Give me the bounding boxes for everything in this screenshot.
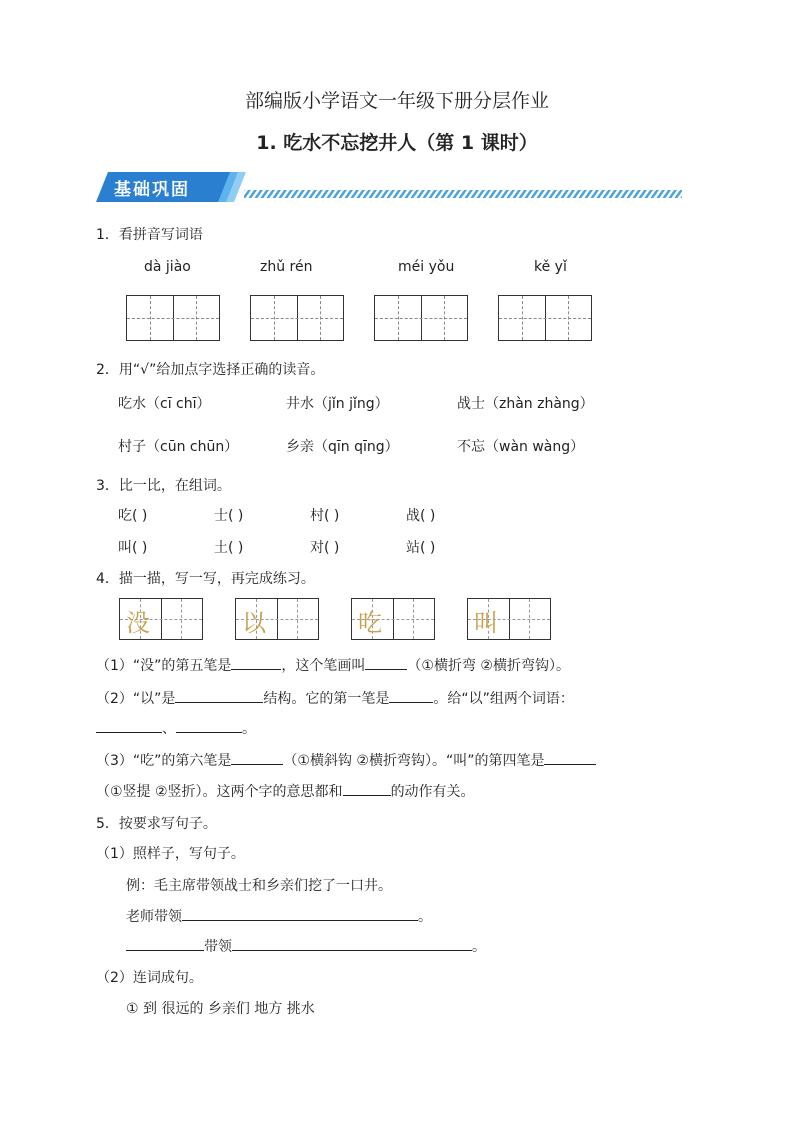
q2-title: 2．用“√”给加点字选择正确的读音。 xyxy=(96,362,325,378)
q4-sub2-end: 。 xyxy=(242,721,256,737)
q4-sub2-text-a: （2）“以”是 xyxy=(96,691,176,707)
q4-sub2 xyxy=(96,688,574,708)
q4-sub3-blank-3[interactable] xyxy=(343,781,391,796)
q4-sub2-sep: 、 xyxy=(162,721,176,737)
q4-trace-box-4[interactable] xyxy=(467,598,551,640)
q1-pinyin-2: zhǔ rén xyxy=(260,259,313,275)
q4-sub1 xyxy=(96,655,570,675)
q5-line1 xyxy=(126,906,432,926)
q5-line2-blank-1[interactable] xyxy=(126,936,204,951)
q3-row1-item-3[interactable]: 村( ) xyxy=(310,508,340,524)
q2-item-6[interactable]: 不忘（wàn wàng） xyxy=(457,439,585,455)
worksheet-title: 部编版小学语文一年级下册分层作业 xyxy=(244,90,549,112)
q5-line2 xyxy=(126,936,486,956)
q1-writing-grid-1[interactable] xyxy=(126,295,220,341)
q4-sub3-text-a: （3）“吃”的第六笔是 xyxy=(96,753,232,769)
q3-row2-item-1[interactable]: 叫( ) xyxy=(118,540,148,556)
q5-line1-end: 。 xyxy=(418,909,432,925)
q1-writing-grid-2[interactable] xyxy=(250,295,344,341)
q5-line1-text: 老师带领 xyxy=(126,909,182,925)
section-banner xyxy=(94,170,684,204)
q4-sub3-line1 xyxy=(96,750,596,770)
q1-pinyin-1: dà jiào xyxy=(144,259,191,275)
q4-sub1-text-b: ，这个笔画叫 xyxy=(281,658,366,674)
q3-row1-item-1[interactable]: 吃( ) xyxy=(118,508,148,524)
q3-row1-item-2[interactable]: 士( ) xyxy=(214,508,244,524)
q4-sub3-line2 xyxy=(96,781,475,801)
q3-title: 3．比一比，在组词。 xyxy=(96,478,231,494)
q4-sub1-text-c: （①横折弯 ②横折弯钩）。 xyxy=(407,658,570,674)
q5-line2-mid: 带领 xyxy=(204,939,232,955)
q3-row2-item-2[interactable]: 土( ) xyxy=(214,540,244,556)
q4-trace-box-1[interactable] xyxy=(119,598,203,640)
q4-trace-box-2[interactable] xyxy=(235,598,319,640)
q4-trace-char-2: 以 xyxy=(242,609,266,637)
q4-sub1-text-a: （1）“没”的第五笔是 xyxy=(96,658,232,674)
q2-item-3[interactable]: 战士（zhàn zhàng） xyxy=(457,396,594,412)
q5-line2-blank-2[interactable] xyxy=(232,936,472,951)
q5-sub1: （1）照样子，写句子。 xyxy=(96,846,245,862)
q4-trace-char-1: 没 xyxy=(126,609,150,637)
q1-pinyin-3: méi yǒu xyxy=(398,259,455,275)
q3-row2-item-3[interactable]: 对( ) xyxy=(310,540,340,556)
q1-pinyin-4: kě yǐ xyxy=(534,259,567,275)
q5-line1-blank[interactable] xyxy=(182,906,418,921)
q4-sub3-blank-2[interactable] xyxy=(544,750,596,765)
q2-item-1[interactable]: 吃水（cī chī） xyxy=(118,396,211,412)
lesson-title: 1. 吃水不忘挖井人（第 1 课时） xyxy=(256,132,538,154)
q4-sub2-blank-1[interactable] xyxy=(175,688,263,703)
q3-row2-item-4[interactable]: 站( ) xyxy=(406,540,436,556)
q4-sub2-text-b: 结构。它的第一笔是 xyxy=(263,691,390,707)
q4-sub1-blank-1[interactable] xyxy=(231,655,281,670)
q1-writing-grid-3[interactable] xyxy=(374,295,468,341)
q1-title: 1．看拼音写词语 xyxy=(96,227,203,243)
q2-item-4[interactable]: 村子（cūn chūn） xyxy=(118,439,239,455)
q4-sub2-blank-2[interactable] xyxy=(389,688,433,703)
q4-trace-char-3: 吃 xyxy=(358,609,382,637)
q4-title: 4．描一描，写一写，再完成练习。 xyxy=(96,571,315,587)
q4-sub2-word-blank-2[interactable] xyxy=(176,718,242,733)
q4-sub3-blank-1[interactable] xyxy=(231,750,283,765)
q5-title: 5．按要求写句子。 xyxy=(96,816,217,832)
q5-example: 例：毛主席带领战士和乡亲们挖了一口井。 xyxy=(126,878,392,894)
q2-item-2[interactable]: 井水（jǐn jǐng） xyxy=(286,396,389,412)
q4-sub2-text-c: 。给“以”组两个词语： xyxy=(433,691,574,707)
q5-word-list: ① 到 很远的 乡亲们 地方 挑水 xyxy=(126,1001,315,1017)
q4-sub1-blank-2[interactable] xyxy=(365,655,407,670)
q4-sub3-text-d: 的动作有关。 xyxy=(390,784,475,800)
q4-sub2-word-blank-1[interactable] xyxy=(96,718,162,733)
q5-sub2: （2）连词成句。 xyxy=(96,970,203,986)
q4-sub2-words xyxy=(96,718,256,738)
q5-line2-end: 。 xyxy=(472,939,486,955)
section-banner-label: 基础巩固 xyxy=(114,180,190,200)
q3-row1-item-4[interactable]: 战( ) xyxy=(406,508,436,524)
q4-sub3-text-c: （①竖提 ②竖折）。这两个字的意思都和 xyxy=(96,784,343,800)
q1-writing-grid-4[interactable] xyxy=(498,295,592,341)
q4-sub3-text-b: （①横斜钩 ②横折弯钩）。“叫”的第四笔是 xyxy=(283,753,545,769)
q4-trace-char-4: 叫 xyxy=(474,609,498,637)
q2-item-5[interactable]: 乡亲（qīn qīng） xyxy=(286,439,399,455)
q4-trace-box-3[interactable] xyxy=(351,598,435,640)
